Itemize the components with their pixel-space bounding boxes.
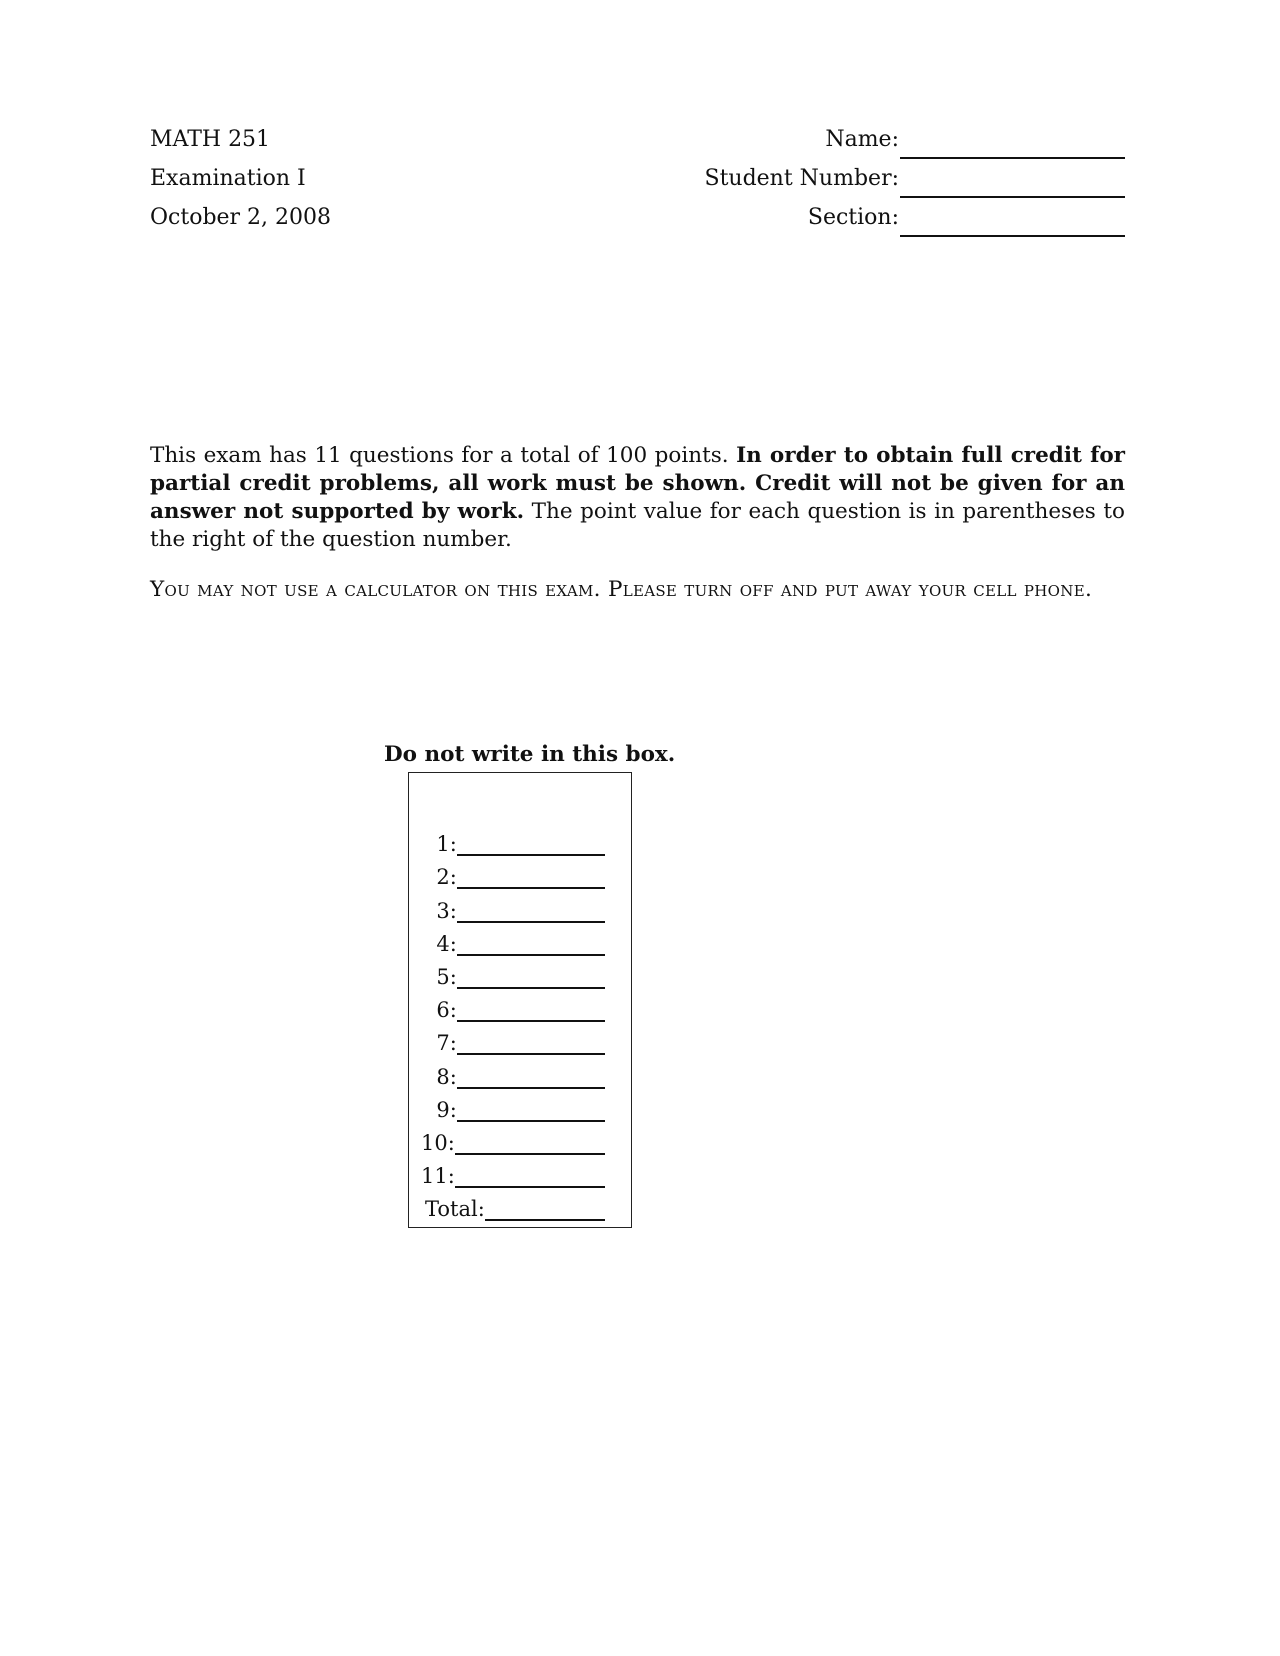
score-row-label: 4: (436, 931, 457, 956)
exam-instructions (150, 442, 1125, 554)
student-info-fields (705, 120, 1126, 237)
score-row (421, 1022, 605, 1055)
instructions-rest: The point value for each question is in parentheses to the right of the question number. (150, 499, 1125, 552)
score-row (421, 923, 605, 956)
student-number-label: Student Number: (704, 166, 899, 191)
score-box-title: Do not write in this box. (384, 742, 676, 767)
score-blank[interactable] (457, 865, 605, 889)
score-row (421, 1188, 605, 1221)
exam-title: Examination I (150, 166, 306, 191)
score-row-label: 5: (436, 964, 457, 989)
section-label: Section: (807, 205, 899, 230)
score-row-label: 8: (436, 1064, 457, 1089)
calculator-warning: You may not use a calculator on this exam. Please turn off and put away your cell phone. (150, 577, 1093, 602)
score-blank[interactable] (457, 832, 605, 856)
name-field (705, 120, 1126, 159)
score-row (421, 1122, 605, 1155)
score-row-label: 1: (436, 832, 457, 857)
name-label: Name: (825, 127, 899, 152)
section-blank[interactable] (900, 211, 1125, 237)
score-row-label: 9: (436, 1097, 457, 1122)
score-row (421, 889, 605, 922)
score-row-label: Total: (425, 1197, 485, 1222)
name-blank[interactable] (900, 133, 1125, 159)
student-number-field (705, 159, 1126, 198)
score-blank[interactable] (457, 998, 605, 1022)
score-row-label: 3: (436, 898, 457, 923)
score-row-label: 2: (436, 865, 457, 890)
score-box (408, 772, 632, 1228)
score-blank[interactable] (457, 932, 605, 956)
score-row (421, 989, 605, 1022)
section-field (705, 198, 1126, 237)
score-row-label: 6: (436, 998, 457, 1023)
score-row (421, 956, 605, 989)
score-row (421, 1055, 605, 1088)
score-row (421, 823, 605, 856)
score-blank[interactable] (457, 1031, 605, 1055)
score-row (421, 1089, 605, 1122)
score-blank[interactable] (457, 965, 605, 989)
score-list (421, 823, 605, 1221)
score-blank[interactable] (457, 1065, 605, 1089)
score-row-label: 11: (421, 1164, 455, 1189)
score-blank[interactable] (455, 1131, 605, 1155)
score-blank[interactable] (455, 1164, 605, 1188)
student-number-blank[interactable] (900, 172, 1125, 198)
score-row-label: 10: (421, 1130, 455, 1155)
instructions-bold: In order to obtain full credit for partial credit problems, all work must be shown. Credit will not be given for an answer not supported by work. (150, 443, 1125, 524)
score-blank[interactable] (457, 899, 605, 923)
score-row-label: 7: (436, 1031, 457, 1056)
instructions-intro: This exam has 11 questions for a total of 100 points. (150, 443, 729, 468)
score-row (421, 856, 605, 889)
score-blank[interactable] (457, 1098, 605, 1122)
course-name: MATH 251 (150, 127, 271, 152)
exam-date: October 2, 2008 (150, 205, 332, 230)
score-row (421, 1155, 605, 1188)
course-info (150, 120, 331, 237)
score-blank[interactable] (485, 1197, 605, 1221)
